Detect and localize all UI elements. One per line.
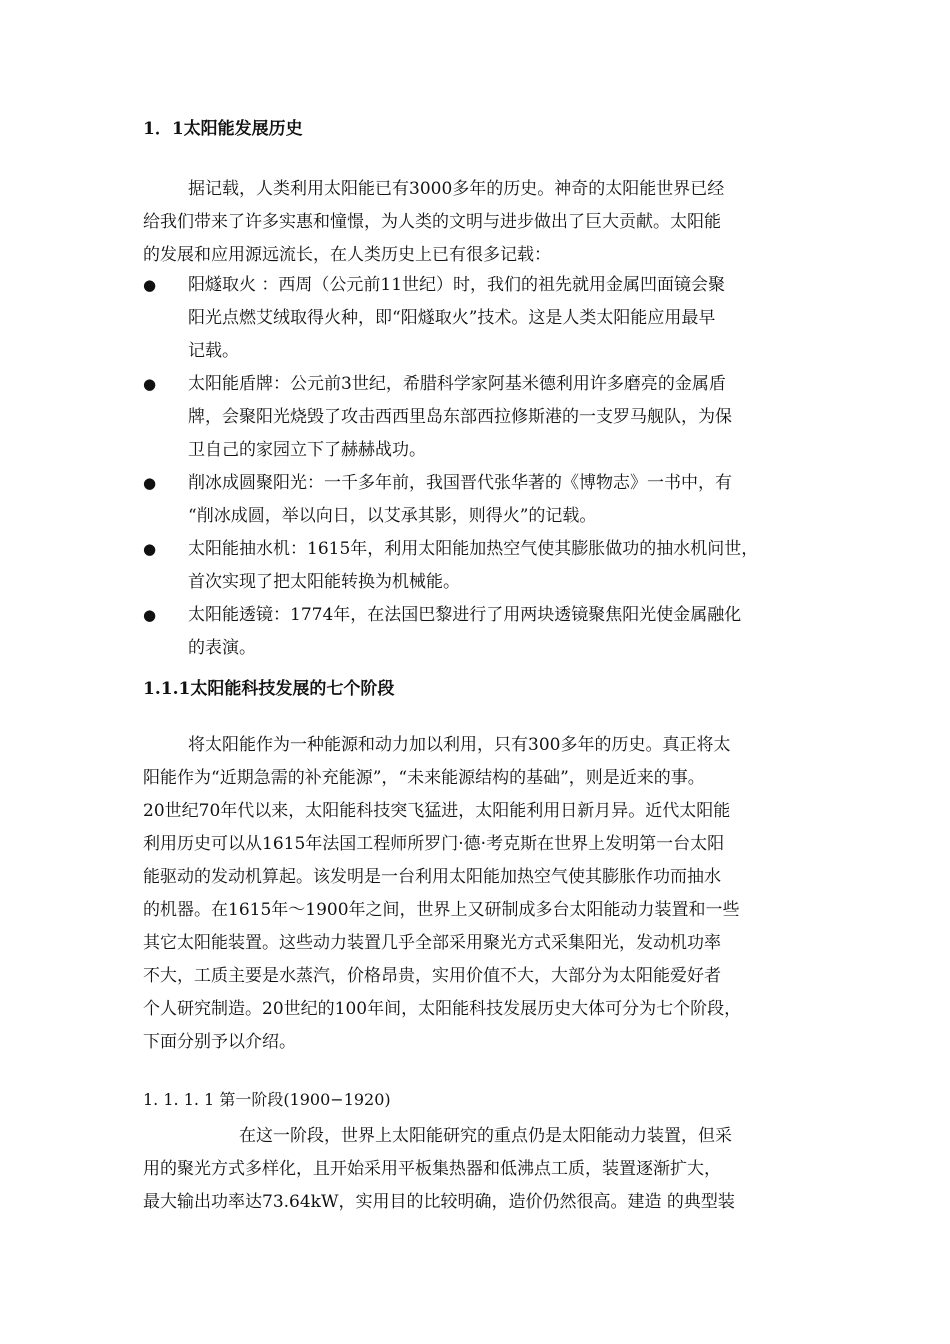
bullet-line: “削冰成圆，举以向日，以艾承其影，则得火”的记载。 — [188, 506, 597, 526]
bullet-line: 太阳能透镜：1774年，在法国巴黎进行了用两块透镜聚焦阳光使金属融化 — [188, 605, 742, 625]
bullet-line: 阳燧取火 ：西周（公元前11世纪）时，我们的祖先就用金属凹面镜会聚 — [188, 275, 726, 295]
paragraph-line: 20世纪70年代以来，太阳能科技突飞猛进，太阳能利用日新月异。近代太阳能 — [143, 801, 731, 821]
paragraph-line: 利用历史可以从1615年法国工程师所罗门·德·考克斯在世界上发明第一台太阳 — [143, 834, 725, 854]
bullet-dot-icon: ● — [143, 540, 157, 558]
bullet-line: 削冰成圆聚阳光：一千多年前，我国晋代张华著的《博物志》一书中，有 — [188, 473, 732, 493]
paragraph-line: 给我们带来了许多实惠和憧憬，为人类的文明与进步做出了巨大贡献。太阳能 — [143, 212, 721, 232]
history-bullet-list — [143, 269, 833, 665]
bullet-dot-icon: ● — [143, 375, 157, 393]
paragraph-line: 不大，工质主要是水蒸汽，价格昂贵，实用价值不大，大部分为太阳能爱好者 — [143, 966, 721, 986]
bullet-item — [143, 599, 833, 665]
bullet-line: 太阳能抽水机：1615年，利用太阳能加热空气使其膨胀做功的抽水机问世， — [188, 539, 759, 559]
paragraph-line: 其它太阳能装置。这些动力装置几乎全部采用聚光方式采集阳光，发动机功率 — [143, 933, 721, 953]
paragraph-line: 用的聚光方式多样化，且开始采用平板集热器和低沸点工质，装置逐渐扩大， — [143, 1159, 721, 1179]
bullet-line: 阳光点燃艾绒取得火种，即“阳燧取火”技术。这是人类太阳能应用最早 — [188, 308, 716, 328]
bullet-line: 卫自己的家园立下了赫赫战功。 — [188, 440, 426, 460]
intro-paragraph — [143, 173, 823, 272]
stage-one-paragraph — [143, 1120, 823, 1219]
bullet-line: 的表演。 — [188, 638, 256, 658]
section-heading-1-1-1: 1.1.1太阳能科技发展的七个阶段 — [143, 679, 395, 699]
paragraph-line: 下面分别予以介绍。 — [143, 1032, 296, 1052]
paragraph-line: 据记载，人类利用太阳能已有3000多年的历史。神奇的太阳能世界已经 — [188, 179, 725, 199]
bullet-line: 牌，会聚阳光烧毁了攻击西西里岛东部西拉修斯港的一支罗马舰队，为保 — [188, 407, 732, 427]
paragraph-line: 的机器。在1615年～1900年之间，世界上又研制成多台太阳能动力装置和一些 — [143, 900, 740, 920]
paragraph-line: 将太阳能作为一种能源和动力加以利用，只有300多年的历史。真正将太 — [188, 735, 731, 755]
bullet-line: 记载。 — [188, 341, 239, 361]
section-heading-1-1: 1．1太阳能发展历史 — [143, 119, 303, 139]
paragraph-line: 最大输出功率达73.64kW，实用目的比较明确，造价仍然很高。建造 的典型装 — [143, 1192, 735, 1212]
stages-paragraph — [143, 729, 823, 1059]
paragraph-line: 的发展和应用源远流长，在人类历史上已有很多记载： — [143, 245, 551, 265]
bullet-dot-icon: ● — [143, 474, 157, 492]
bullet-item — [143, 368, 833, 467]
section-heading-1-1-1-1: 1. 1. 1. 1 第一阶段(1900−1920) — [143, 1090, 391, 1109]
bullet-dot-icon: ● — [143, 276, 157, 294]
bullet-item — [143, 269, 833, 368]
paragraph-line: 在这一阶段，世界上太阳能研究的重点仍是太阳能动力装置，但采 — [239, 1126, 732, 1146]
paragraph-line: 能驱动的发动机算起。该发明是一台利用太阳能加热空气使其膨胀作功而抽水 — [143, 867, 721, 887]
bullet-item — [143, 533, 833, 599]
bullet-line: 太阳能盾牌：公元前3世纪，希腊科学家阿基米德利用许多磨亮的金属盾 — [188, 374, 726, 394]
paragraph-line: 阳能作为“近期急需的补充能源”，“未来能源结构的基础”，则是近来的事。 — [143, 768, 705, 788]
bullet-item — [143, 467, 833, 533]
bullet-line: 首次实现了把太阳能转换为机械能。 — [188, 572, 460, 592]
paragraph-line: 个人研究制造。20世纪的100年间，太阳能科技发展历史大体可分为七个阶段， — [143, 999, 742, 1019]
bullet-dot-icon: ● — [143, 606, 157, 624]
